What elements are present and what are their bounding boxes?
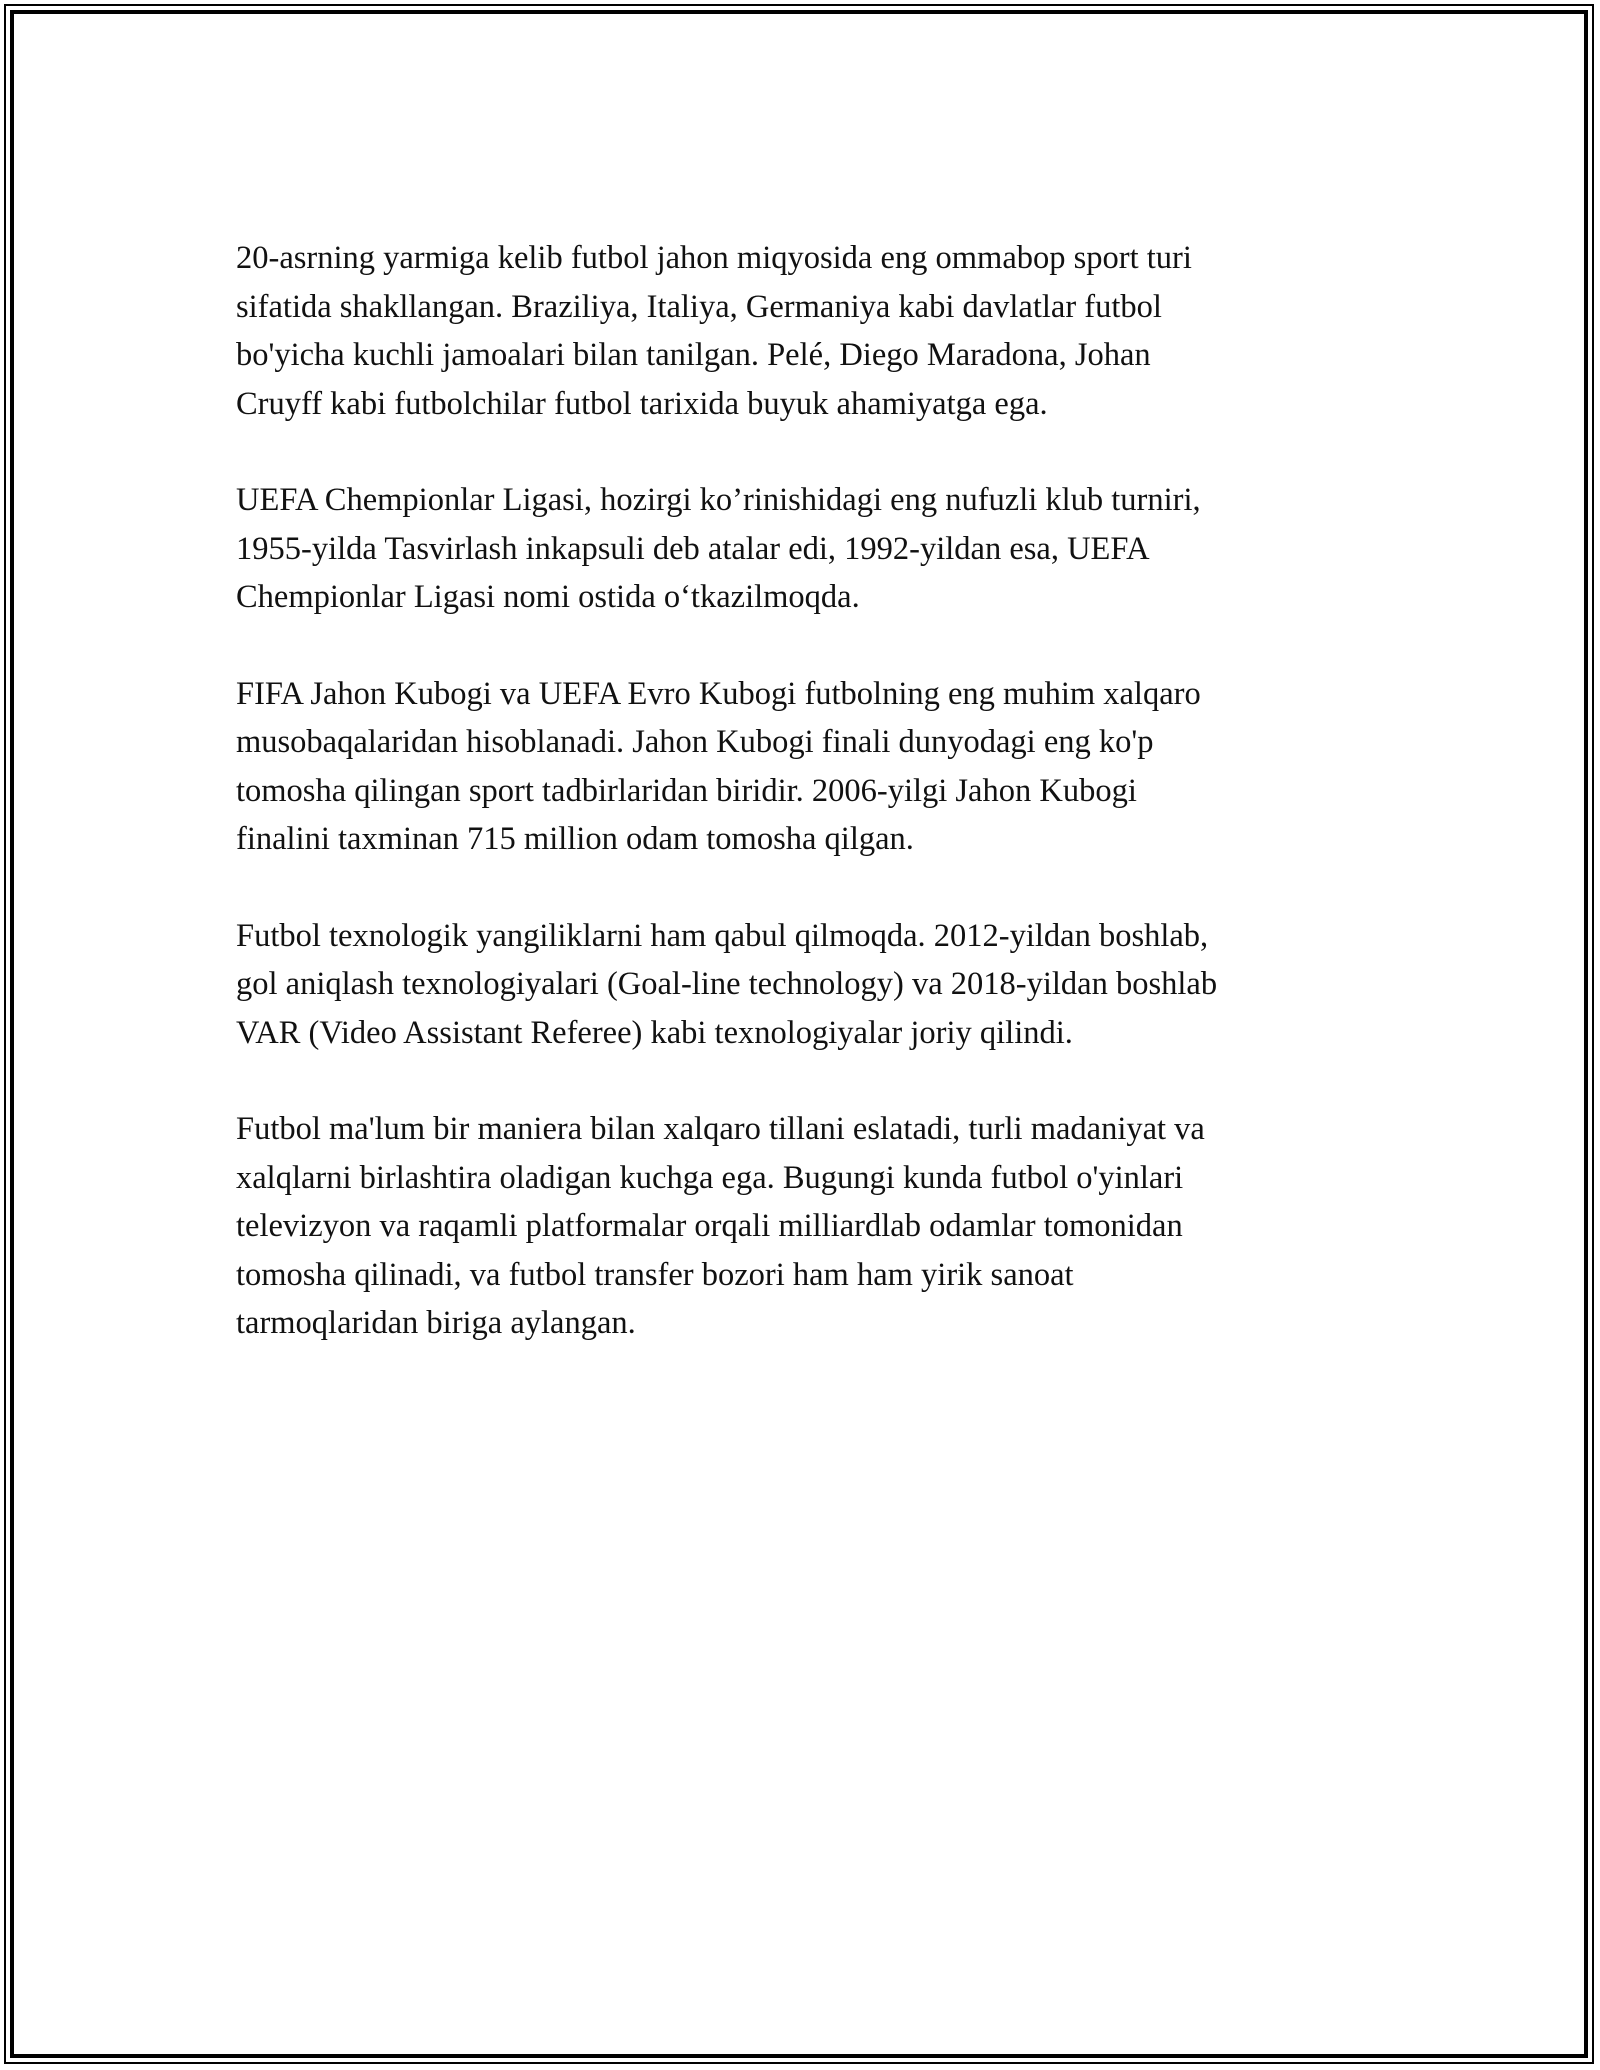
document-body	[236, 234, 1366, 1396]
text-line: Chempionlar Ligasi nomi ostida o‘tkazilmoqda.	[236, 579, 860, 615]
text-line: Futbol texnologik yangiliklarni ham qabul qilmoqda. 2012-yildan boshlab,	[236, 917, 1209, 954]
text-line: bo'yicha kuchli jamoalari bilan tanilgan. Pelé, Diego Maradona, Johan	[236, 337, 1151, 373]
text-line: VAR (Video Assistant Referee) kabi texnologiyalar joriy qilindi.	[236, 1014, 1073, 1051]
text-line: gol aniqlash texnologiyalari (Goal-line technology) va 2018-yildan boshlab	[236, 966, 1218, 1002]
paragraph-technology	[236, 912, 1366, 1058]
text-line: tomosha qilingan sport tadbirlaridan biridir. 2006-yilgi Jahon Kubogi	[236, 772, 1137, 809]
text-line: 20-asrning yarmiga kelib futbol jahon miqyosida eng ommabop sport turi	[236, 240, 1192, 276]
text-line: Futbol ma'lum bir maniera bilan xalqaro tillani eslatadi, turli madaniyat va	[236, 1111, 1205, 1147]
paragraph-culture	[236, 1105, 1366, 1348]
text-line: musobaqalaridan hisoblanadi. Jahon Kubogi finali dunyodagi eng ko'p	[236, 724, 1154, 760]
text-line: televizyon va raqamli platformalar orqali milliardlab odamlar tomonidan	[236, 1208, 1183, 1244]
text-line: sifatida shakllangan. Braziliya, Italiya, Germaniya kabi davlatlar futbol	[236, 288, 1162, 325]
paragraph-champions-league	[236, 476, 1366, 622]
text-line: tarmoqlaridan biriga aylangan.	[236, 1305, 636, 1341]
text-line: tomosha qilinadi, va futbol transfer bozori ham ham yirik sanoat	[236, 1256, 1074, 1293]
text-line: FIFA Jahon Kubogi va UEFA Evro Kubogi futbolning eng muhim xalqaro	[236, 675, 1201, 712]
text-line: Cruyff kabi futbolchilar futbol tarixida buyuk ahamiyatga ega.	[236, 385, 1048, 422]
text-line: 1955-yilda Tasvirlash inkapsuli deb atalar edi, 1992-yildan esa, UEFA	[236, 530, 1150, 567]
text-line: finalini taxminan 715 million odam tomosha qilgan.	[236, 821, 914, 857]
paragraph-world-cup	[236, 670, 1366, 864]
paragraph-football-history	[236, 234, 1366, 428]
text-line: xalqlarni birlashtira oladigan kuchga ega. Bugungi kunda futbol o'yinlari	[236, 1159, 1184, 1196]
text-line: UEFA Chempionlar Ligasi, hozirgi ko’rinishidagi eng nufuzli klub turniri,	[236, 482, 1201, 518]
